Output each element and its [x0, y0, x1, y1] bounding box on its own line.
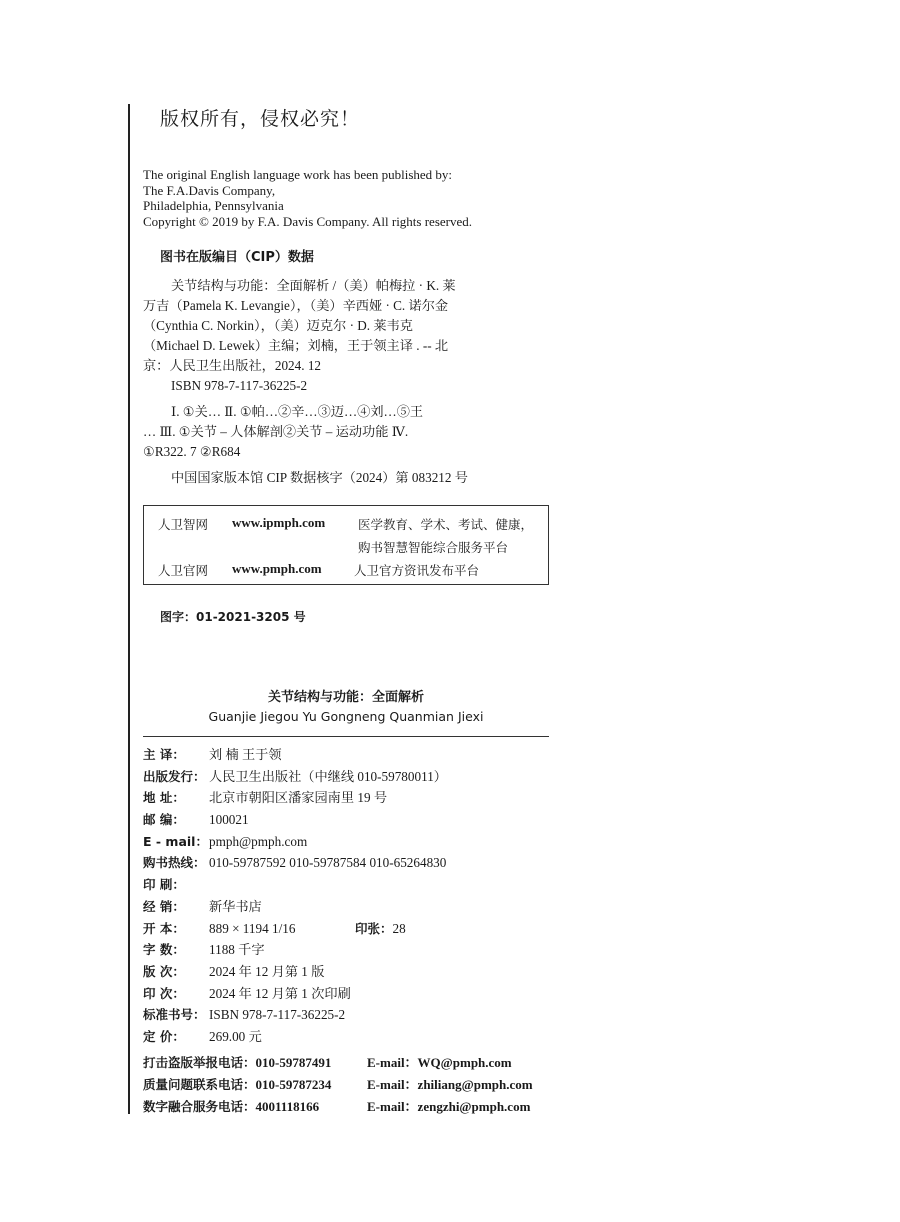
- info-label: 标准书号：: [143, 1007, 206, 1023]
- notice-line: Philadelphia, Pennsylvania: [143, 198, 284, 213]
- divider: [143, 736, 549, 737]
- info-value: 889 × 1194 1/16: [209, 920, 296, 936]
- info-value: 新华书店: [209, 898, 262, 914]
- platform-name: 人卫智网: [158, 517, 209, 532]
- info-row: [143, 831, 447, 853]
- hotline-number: 4001118166: [255, 1099, 320, 1114]
- rights-notice: 版权所有，侵权必究！: [160, 108, 361, 130]
- info-value: 北京市朝阳区潘家园南里 19 号: [209, 790, 388, 806]
- hotline-label: 数字融合服务电话：: [143, 1099, 256, 1114]
- cip-line: （Cynthia C. Norkin），（美）迈克尔 · D. 莱韦克: [143, 318, 413, 333]
- hotline-email[interactable]: E-mail：WQ@pmph.com: [367, 1055, 512, 1070]
- hotline-number: 010-59787491: [255, 1055, 332, 1070]
- info-value[interactable]: pmph@pmph.com: [209, 833, 308, 849]
- hotline-label: 质量问题联系电话：: [143, 1077, 256, 1092]
- info-value: 刘 楠 王于领: [209, 747, 282, 762]
- info-label: 邮 编：: [143, 812, 185, 828]
- info-row: [143, 852, 447, 874]
- info-row: [143, 1004, 447, 1026]
- info-label: 印 次：: [143, 985, 185, 1001]
- sheet-count-value: 28: [392, 920, 406, 936]
- info-label: 主 译：: [143, 747, 185, 762]
- notice-line: The original English language work has been published by:: [143, 167, 453, 182]
- info-value: 269.00 元: [209, 1028, 262, 1044]
- sheet-count: [355, 918, 406, 941]
- info-value: 1188 千字: [209, 942, 265, 958]
- info-row: [143, 896, 447, 918]
- notice-line: The F.A.Davis Company,: [143, 182, 276, 198]
- info-row: [143, 939, 447, 961]
- info-row: [143, 809, 447, 831]
- info-row: [143, 744, 447, 766]
- info-value: 010-59787592 010-59787584 010-65264830: [209, 855, 447, 871]
- info-row: [143, 961, 447, 983]
- info-value: 2024 年 12 月第 1 次印刷: [209, 985, 351, 1001]
- notice-line: Copyright © 2019 by F.A. Davis Company. All rights reserved.: [143, 213, 472, 229]
- info-label: 地 址：: [143, 790, 185, 806]
- platform-desc: 医学教育、学术、考试、健康，: [358, 517, 534, 532]
- info-label: 版 次：: [143, 963, 185, 979]
- publication-info: [143, 744, 447, 1048]
- hotline-row: [143, 1052, 512, 1074]
- hotline-row: [143, 1074, 533, 1096]
- cip-class-line: … Ⅲ. ①关节 – 人体解剖②关节 – 运动功能 Ⅳ.: [143, 424, 409, 439]
- hotline-number: 010-59787234: [255, 1077, 332, 1092]
- info-label: 印 刷：: [143, 877, 185, 893]
- cip-isbn: ISBN 978-7-117-36225-2: [171, 378, 308, 393]
- cip-class-line: ①R322. 7 ②R684: [143, 444, 241, 459]
- hotline-label: 打击盗版举报电话：: [143, 1055, 256, 1070]
- info-row: [143, 1026, 447, 1048]
- hotline-row: [143, 1096, 531, 1118]
- cip-title: 图书在版编目（CIP）数据: [160, 250, 314, 265]
- info-label: E - mail：: [143, 833, 208, 849]
- hotline-email[interactable]: E-mail：zhiliang@pmph.com: [367, 1077, 533, 1092]
- cip-data-block: [143, 276, 503, 488]
- info-row: [143, 983, 447, 1005]
- info-label: 购书热线：: [143, 855, 206, 871]
- book-title-pinyin: Guanjie Jiegou Yu Gongneng Quanmian Jiexi: [208, 709, 484, 724]
- cip-line: （Michael D. Lewek）主编；刘楠，王于领主译 . -- 北: [143, 338, 449, 353]
- book-title: 关节结构与功能：全面解析: [267, 690, 424, 705]
- info-value: 人民卫生出版社（中继线 010-59780011）: [209, 768, 447, 784]
- hotlines: [143, 1052, 533, 1118]
- info-label: 出版发行：: [143, 768, 206, 784]
- platform-url[interactable]: www.pmph.com: [232, 561, 322, 576]
- cip-line: 万吉（Pamela K. Levangie），（美）辛西娅 · C. 诺尔金: [143, 298, 449, 313]
- cip-line: 京：人民卫生出版社，2024. 12: [143, 358, 322, 373]
- platform-desc: 购书智慧智能综合服务平台: [358, 540, 509, 555]
- info-value: ISBN 978-7-117-36225-2: [209, 1007, 346, 1023]
- info-label: 定 价：: [143, 1028, 185, 1044]
- platform-info-box: [143, 505, 549, 585]
- platform-name: 人卫官网: [158, 563, 209, 578]
- sheet-count-label: 印张：: [355, 920, 393, 936]
- info-row: [143, 766, 447, 788]
- info-label: 字 数：: [143, 942, 185, 958]
- info-row: [143, 787, 447, 809]
- info-label: 经 销：: [143, 898, 185, 914]
- cip-verify-number: 中国国家版本馆 CIP 数据核字（2024）第 083212 号: [171, 470, 468, 485]
- hotline-email[interactable]: E-mail：zengzhi@pmph.com: [367, 1099, 531, 1114]
- cip-class-line: Ⅰ. ①关… Ⅱ. ①帕…②辛…③迈…④刘…⑤王: [171, 404, 424, 419]
- cip-line: 关节结构与功能：全面解析 /（美）帕梅拉 · K. 莱: [171, 278, 456, 293]
- info-row: [143, 874, 447, 896]
- margin-rule: [128, 104, 130, 1114]
- info-row: [143, 918, 447, 940]
- info-value: 2024 年 12 月第 1 版: [209, 963, 325, 979]
- platform-url[interactable]: www.ipmph.com: [232, 515, 326, 530]
- copyright-registration-number: 图字：01-2021-3205 号: [160, 610, 306, 624]
- original-publisher-notice: [143, 167, 472, 229]
- info-label: 开 本：: [143, 920, 185, 936]
- info-value: 100021: [209, 812, 249, 828]
- platform-desc: 人卫官方资讯发布平台: [354, 563, 480, 578]
